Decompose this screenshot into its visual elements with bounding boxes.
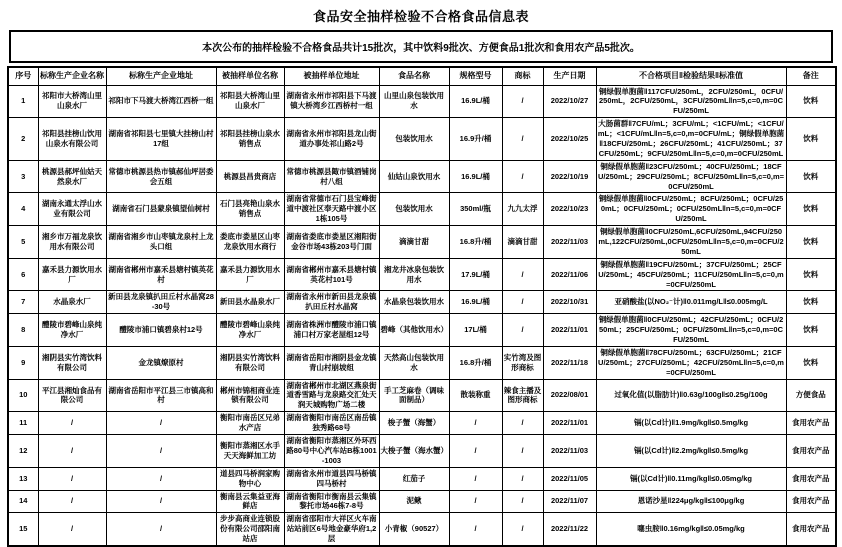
table-cell: 实竹湾及图形商标: [502, 346, 543, 379]
table-row: [8, 118, 836, 161]
table-cell: 食用农产品: [786, 435, 836, 468]
table-cell: 5: [8, 226, 38, 259]
table-cell: 16.8升/桶: [449, 346, 502, 379]
table-cell: 湖南省永州市祁阳县龙山街道办事处祁山路2号: [284, 118, 379, 161]
table-cell: 2022/11/03: [543, 226, 596, 259]
summary-text: 本次公布的抽样检验不合格食品共计15批次，其中饮料9批次、方便食品1批次和食用农产品5批次。: [202, 43, 640, 54]
table-cell: 7: [8, 291, 38, 314]
column-header: 标称生产企业名称: [38, 67, 106, 85]
table-row: [8, 314, 836, 347]
table-cell: 梭子蟹（海蟹）: [379, 412, 449, 435]
table-cell: 2022/11/06: [543, 258, 596, 291]
table-cell: 湖南省衡阳市衡南县云集镇黎托市场46栋7-8号: [284, 490, 379, 513]
table-cell: 湖南永通太浮山水业有限公司: [38, 193, 106, 226]
table-cell: 湖南省岳阳市湘阴县金龙镇青山村崩坡组: [284, 346, 379, 379]
table-cell: 九九太浮: [502, 193, 543, 226]
table-cell: 湖南省邵阳市大祥区火车南站站前区6号地金豪华府1,2层: [284, 513, 379, 546]
table-cell: 食用农产品: [786, 513, 836, 546]
table-cell: 镉(以Cd计)‖0.11mg/kg‖≤0.05mg/kg: [596, 467, 786, 490]
table-cell: 湘阴县实竹湾饮料有限公司: [216, 346, 284, 379]
table-cell: 石门县亮艳山泉水销售点: [216, 193, 284, 226]
table-body: [8, 85, 836, 546]
column-header: 商标: [502, 67, 543, 85]
table-cell: 湖南省郴州市北湖区燕泉街道香雪路与龙泉路交汇处天润天城购物广场二楼: [284, 379, 379, 412]
table-cell: 湘阴县实竹湾饮料有限公司: [38, 346, 106, 379]
table-cell: 2022/11/07: [543, 490, 596, 513]
table-cell: /: [502, 118, 543, 161]
table-cell: 过氧化值(以脂肪计)‖0.63g/100g‖≤0.25g/100g: [596, 379, 786, 412]
table-cell: 8: [8, 314, 38, 347]
table-cell: 2022/10/25: [543, 118, 596, 161]
table-cell: 红茄子: [379, 467, 449, 490]
table-cell: /: [106, 435, 216, 468]
table-cell: 4: [8, 193, 38, 226]
table-cell: 湖南省石门县蒙泉镇望仙树村: [106, 193, 216, 226]
table-cell: 15: [8, 513, 38, 546]
table-cell: 2022/11/22: [543, 513, 596, 546]
table-cell: 辣食主播及图形商标: [502, 379, 543, 412]
table-cell: 镉(以Cd计)‖1.9mg/kg‖≤0.5mg/kg: [596, 412, 786, 435]
table-cell: 小青椒（90527）: [379, 513, 449, 546]
table-cell: /: [449, 490, 502, 513]
table-cell: /: [449, 467, 502, 490]
table-cell: 亚硝酸盐(以NO₂⁻计)‖0.011mg/L‖≤0.005mg/L: [596, 291, 786, 314]
table-cell: 醴陵市碧峰山泉纯净水厂: [216, 314, 284, 347]
table-row: [8, 85, 836, 118]
table-cell: 金龙镇燎原村: [106, 346, 216, 379]
table-cell: 16.9L/桶: [449, 160, 502, 193]
table-cell: 恩诺沙星‖224μg/kg‖≤100μg/kg: [596, 490, 786, 513]
table-cell: /: [38, 412, 106, 435]
table-cell: 醴陵市浦口镇碧泉村12号: [106, 314, 216, 347]
table-cell: 17L/桶: [449, 314, 502, 347]
table-cell: 铜绿假单胞菌‖0CFU/250mL；8CFU/250mL；0CFU/250mL；0CFU/250mL；0CFU/250mL‖n=5,c=0,m=0CFU/250mL: [596, 193, 786, 226]
table-cell: /: [502, 412, 543, 435]
table-cell: 常德市桃源县陬市镇酒铺岗村八组: [284, 160, 379, 193]
table-cell: 衡阳市蒸湘区水手天天海鲜加工坊: [216, 435, 284, 468]
table-row: [8, 513, 836, 546]
table-cell: 大肠菌群‖7CFU/mL；3CFU/mL；<1CFU/mL；<1CFU/mL；<1CFU/mL‖n=5,c=0,m=0CFU/mL；铜绿假单胞菌‖18CFU/250mL；26CFU/250mL；41CFU/250mL；37CFU/250mL；9CFU/250mL‖n=5,c=0,m=0CFU/250mL: [596, 118, 786, 161]
table-cell: 食用农产品: [786, 467, 836, 490]
table-cell: /: [502, 467, 543, 490]
table-cell: 湖南省常德市石门县宝峰街道中渡社区奉天路中渡小区1栋105号: [284, 193, 379, 226]
table-cell: 17.9L/桶: [449, 258, 502, 291]
table-cell: 嘉禾县力源饮用水厂: [38, 258, 106, 291]
table-cell: 350ml/瓶: [449, 193, 502, 226]
table-row: [8, 160, 836, 193]
table-cell: 手工芝麻卷（调味面制品）: [379, 379, 449, 412]
table-cell: /: [106, 412, 216, 435]
table-cell: 2022/11/18: [543, 346, 596, 379]
column-header: 生产日期: [543, 67, 596, 85]
table-row: [8, 193, 836, 226]
noncompliant-food-table: [7, 66, 837, 547]
table-cell: 步步高商业连锁股份有限公司邵阳南站店: [216, 513, 284, 546]
table-cell: /: [502, 160, 543, 193]
table-cell: 水晶泉包装饮用水: [379, 291, 449, 314]
table-cell: 桃源县郝坪仙姑天然泉水厂: [38, 160, 106, 193]
table-cell: 铜绿假单胞菌‖0CFU/250mL,6CFU/250mL,94CFU/250mL,122CFU/250mL,0CFU/250mL‖n=5,c=0,m=0CFU/250mL: [596, 226, 786, 259]
table-cell: 湖南省岳阳市平江县三市镇高和村: [106, 379, 216, 412]
table-cell: /: [449, 412, 502, 435]
table-cell: 湖南省衡阳市蒸湘区外环西路80号中心汽车站B栋1001-1003: [284, 435, 379, 468]
table-cell: 滴滴甘甜: [502, 226, 543, 259]
table-cell: /: [502, 435, 543, 468]
table-cell: 13: [8, 467, 38, 490]
summary-box: [9, 30, 833, 63]
table-cell: /: [106, 513, 216, 546]
table-row: [8, 490, 836, 513]
table-cell: 包装饮用水: [379, 118, 449, 161]
table-cell: 2: [8, 118, 38, 161]
table-cell: 祁阳县挂榜山泉水销售点: [216, 118, 284, 161]
table-cell: 2022/10/23: [543, 193, 596, 226]
table-cell: 郴州市锦相商业连锁有限公司: [216, 379, 284, 412]
table-cell: 16.8升/桶: [449, 226, 502, 259]
table-row: [8, 258, 836, 291]
header-row: [8, 67, 836, 85]
table-cell: 12: [8, 435, 38, 468]
table-cell: 2022/11/03: [543, 435, 596, 468]
table-cell: 湖南省郴州市嘉禾县塘村镇英花村: [106, 258, 216, 291]
table-cell: 方便食品: [786, 379, 836, 412]
table-cell: 饮料: [786, 160, 836, 193]
table-row: [8, 346, 836, 379]
table-row: [8, 467, 836, 490]
table-cell: 镉(以Cd计)‖2.2mg/kg‖≤0.5mg/kg: [596, 435, 786, 468]
table-cell: 大梭子蟹（海水蟹）: [379, 435, 449, 468]
table-cell: 饮料: [786, 346, 836, 379]
table-cell: 铜绿假单胞菌‖0CFU/250mL；42CFU/250mL；0CFU/250mL；25CFU/250mL；0CFU/250mL‖n=5,c=0,m=0CFU/250mL: [596, 314, 786, 347]
table-cell: 1: [8, 85, 38, 118]
table-cell: 2022/11/05: [543, 467, 596, 490]
table-cell: 仙姑山泉饮用水: [379, 160, 449, 193]
table-cell: 醴陵市碧峰山泉纯净水厂: [38, 314, 106, 347]
table-cell: 3: [8, 160, 38, 193]
table-cell: 饮料: [786, 314, 836, 347]
table-cell: 食用农产品: [786, 490, 836, 513]
table-cell: 新田县水晶泉水厂: [216, 291, 284, 314]
table-cell: 2022/11/01: [543, 314, 596, 347]
table-cell: 娄底市娄星区山枣龙泉饮用水商行: [216, 226, 284, 259]
table-cell: 祁阳县大桥湾山里山泉水厂: [216, 85, 284, 118]
table-cell: 饮料: [786, 258, 836, 291]
table-cell: 湖南省永州市祁阳县下马渡镇大桥湾乡江西桥村一组: [284, 85, 379, 118]
table-cell: 桃源县昌贵商店: [216, 160, 284, 193]
table-cell: 天然高山包装饮用水: [379, 346, 449, 379]
table-cell: 2022/10/27: [543, 85, 596, 118]
table-cell: /: [502, 85, 543, 118]
table-row: [8, 412, 836, 435]
table-cell: 饮料: [786, 291, 836, 314]
table-cell: /: [38, 490, 106, 513]
table-cell: 湖南省郴州市嘉禾县塘村镇英花村101号: [284, 258, 379, 291]
table-cell: /: [38, 435, 106, 468]
column-header: 不合格项目‖检验结果‖标准值: [596, 67, 786, 85]
table-cell: 平江县湘灿食品有限公司: [38, 379, 106, 412]
table-cell: 湖南省衡阳市南岳区南岳镇独秀路68号: [284, 412, 379, 435]
table-cell: 包装饮用水: [379, 193, 449, 226]
column-header: 标称生产企业地址: [106, 67, 216, 85]
table-cell: 湘乡市万福龙泉饮用水有限公司: [38, 226, 106, 259]
table-cell: 食用农产品: [786, 412, 836, 435]
table-cell: 湖南省湘乡市山枣镇龙泉村上龙头口组: [106, 226, 216, 259]
table-cell: 山里山泉包装饮用水: [379, 85, 449, 118]
table-cell: 2022/08/01: [543, 379, 596, 412]
table-cell: 道县四马桥润家购物中心: [216, 467, 284, 490]
table-cell: 衡阳市南岳区兄弟水产店: [216, 412, 284, 435]
table-cell: 新田县龙泉镇扒田丘村水晶窝28-30号: [106, 291, 216, 314]
table-cell: 铜绿假单胞菌‖19CFU/250mL；37CFU/250mL；25CFU/250mL；45CFU/250mL；11CFU/250mL‖n=5,c=0,m=0CFU/250mL: [596, 258, 786, 291]
table-row: [8, 226, 836, 259]
table-cell: 衡南县云集益亚海鲜店: [216, 490, 284, 513]
table-cell: /: [449, 435, 502, 468]
table-cell: /: [502, 490, 543, 513]
table-cell: 碧峰（其他饮用水）: [379, 314, 449, 347]
table-cell: 饮料: [786, 226, 836, 259]
table-cell: 16.9L/桶: [449, 291, 502, 314]
table-cell: 泥鳅: [379, 490, 449, 513]
table-cell: 9: [8, 346, 38, 379]
table-cell: /: [449, 513, 502, 546]
table-cell: 2022/10/19: [543, 160, 596, 193]
table-row: [8, 435, 836, 468]
table-cell: /: [38, 467, 106, 490]
table-cell: 饮料: [786, 193, 836, 226]
table-cell: 水晶泉水厂: [38, 291, 106, 314]
page-title: 食品安全抽样检验不合格食品信息表: [312, 9, 529, 24]
table-cell: /: [106, 467, 216, 490]
table-cell: 湖南省永州市道县四马桥镇四马桥村: [284, 467, 379, 490]
column-header: 备注: [786, 67, 836, 85]
column-header: 被抽样单位地址: [284, 67, 379, 85]
table-cell: 嘉禾县力源饮用水厂: [216, 258, 284, 291]
column-header: 规格型号: [449, 67, 502, 85]
table-cell: 湖南省祁阳县七里镇大挂榜山村17组: [106, 118, 216, 161]
table-cell: 祁阳市下马渡大桥湾江西桥一组: [106, 85, 216, 118]
table-cell: /: [38, 513, 106, 546]
table-cell: 祁阳县挂榜山饮用山泉水有限公司: [38, 118, 106, 161]
table-cell: 常德市桃源县热市镇郝仙坪居委会五组: [106, 160, 216, 193]
column-header: 食品名称: [379, 67, 449, 85]
table-cell: 噻虫胺‖0.16mg/kg‖≤0.05mg/kg: [596, 513, 786, 546]
table-cell: /: [502, 314, 543, 347]
table-cell: /: [106, 490, 216, 513]
table-cell: 祁阳市大桥湾山里山泉水厂: [38, 85, 106, 118]
table-cell: /: [502, 513, 543, 546]
table-cell: /: [502, 291, 543, 314]
table-cell: 铜绿假单胞菌‖117CFU/250mL，2CFU/250mL，0CFU/250mL，2CFU/250mL，3CFU/250mL‖n=5,c=0,m=0CFU/250mL: [596, 85, 786, 118]
table-cell: 6: [8, 258, 38, 291]
table-cell: 16.9L/桶: [449, 85, 502, 118]
table-cell: 饮料: [786, 85, 836, 118]
table-cell: 11: [8, 412, 38, 435]
table-cell: 铜绿假单胞菌‖23CFU/250mL；40CFU/250mL；18CFU/250mL；29CFU/250mL；8CFU/250mL‖n=5,c=0,m=0CFU/250mL: [596, 160, 786, 193]
table-cell: 铜绿假单胞菌‖78CFU/250mL；63CFU/250mL；21CFU/250mL；27CFU/250mL；42CFU/250mL‖n=5,c=0,m=0CFU/250mL: [596, 346, 786, 379]
table-cell: 2022/10/31: [543, 291, 596, 314]
table-cell: 2022/11/01: [543, 412, 596, 435]
column-header: 被抽样单位名称: [216, 67, 284, 85]
table-row: [8, 379, 836, 412]
table-cell: 湘龙井冰泉包装饮用水: [379, 258, 449, 291]
table-cell: 湖南省株洲市醴陵市浦口镇浦口村万家老屋组12号: [284, 314, 379, 347]
table-cell: 散装称重: [449, 379, 502, 412]
table-cell: 滴滴甘甜: [379, 226, 449, 259]
table-cell: 16.9升/桶: [449, 118, 502, 161]
table-header-row: [8, 67, 836, 85]
table-cell: 湖南省永州市新田县龙泉镇扒田丘村水晶窝: [284, 291, 379, 314]
table-cell: 10: [8, 379, 38, 412]
table-cell: 饮料: [786, 118, 836, 161]
table-cell: 湖南省娄底市娄星区湘阳街金谷市场43栋203号门面: [284, 226, 379, 259]
table-cell: /: [502, 258, 543, 291]
table-row: [8, 291, 836, 314]
table-cell: 14: [8, 490, 38, 513]
column-header: 序号: [8, 67, 38, 85]
